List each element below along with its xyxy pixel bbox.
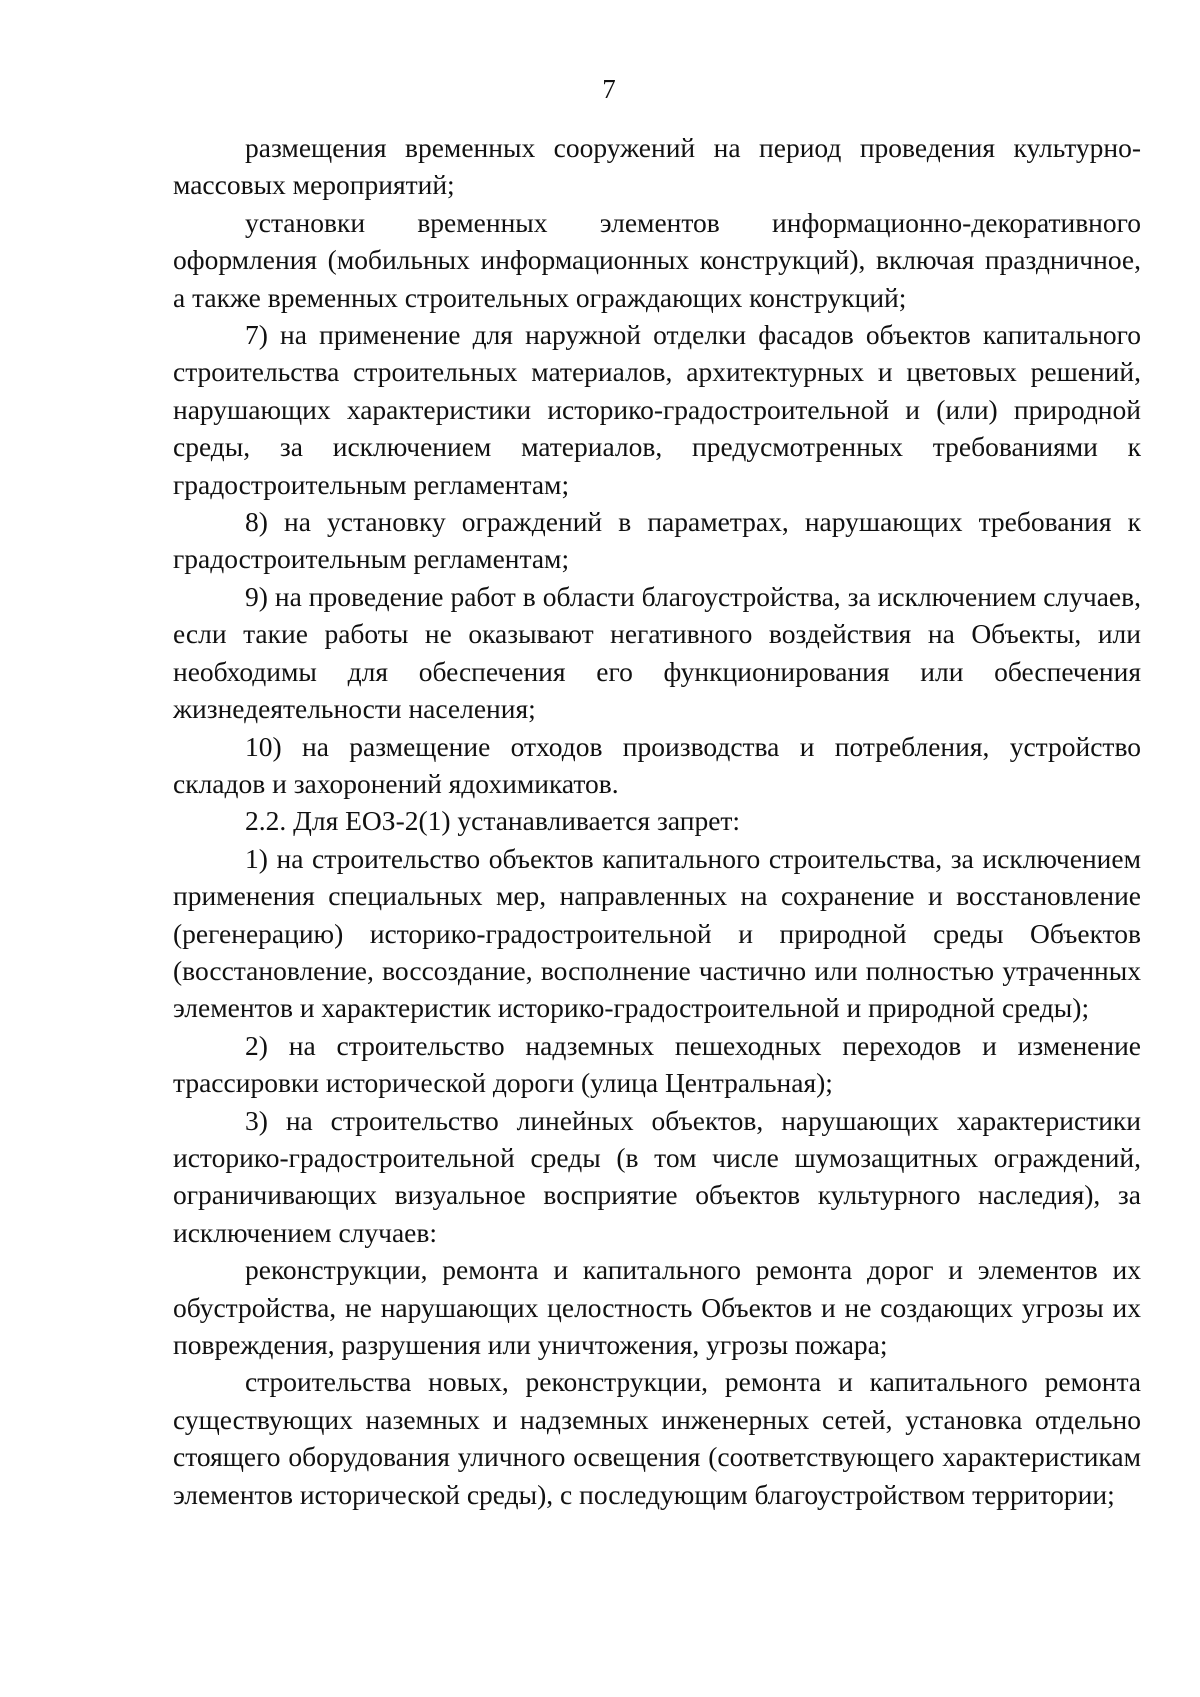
paragraph: 1) на строительство объектов капитального строительства, за исключением применения специальных мер, направленных на сохранение и восстановление (регенерацию) историко-градостроительной и природной среды Объектов (восстановление, воссоздание, восполнение частично или полностью утраченных элементов и характеристик историко-градостроительной и природной среды); bbox=[173, 842, 1141, 1024]
section-heading: 2.2. Для ЕОЗ-2(1) устанавливается запрет: bbox=[245, 805, 741, 837]
paragraph: строительства новых, реконструкции, ремонта и капитального ремонта существующих наземных и надземных инженерных сетей, установка отдельно стоящего оборудования уличного освещения (соответствующего характеристикам элементов исторической среды), с последующим благоустройством территории; bbox=[173, 1366, 1141, 1510]
paragraph: 3) на строительство линейных объектов, нарушающих характеристики историко-градостроительной среды (в том числе шумозащитных ограждений, ограничивающих визуальное восприятие объектов культурного наследия), за исключением случаев: bbox=[173, 1104, 1141, 1248]
paragraph: размещения временных сооружений на период проведения культурно-массовых мероприятий; bbox=[173, 132, 1141, 201]
paragraph: 9) на проведение работ в области благоустройства, за исключением случаев, если такие работы не оказывают негативного воздействия на Объекты, или необходимы для обеспечения его функционирования или обеспечения жизнедеятельности населения; bbox=[173, 580, 1141, 725]
paragraph: 7) на применение для наружной отделки фасадов объектов капитального строительства строительных материалов, архитектурных и цветовых решений, нарушающих характеристики историко-градостроительной и (или) природной среды, за исключением материалов, предусмотренных требованиями к градостроительным регламентам; bbox=[173, 319, 1141, 500]
paragraph: 8) на установку ограждений в параметрах, нарушающих требования к градостроительным регламентам; bbox=[173, 506, 1141, 575]
document-body bbox=[173, 129, 1141, 1513]
paragraph: реконструкции, ремонта и капитального ремонта дорог и элементов их обустройства, не нарушающих целостность Объектов и не создающих угрозы их повреждения, разрушения или уничтожения, угрозы пожара; bbox=[173, 1254, 1141, 1360]
paragraph: установки временных элементов информационно-декоративного оформления (мобильных информационных конструкций), включая праздничное, а также временных строительных ограждающих конструкций; bbox=[173, 206, 1141, 313]
paragraph: 10) на размещение отходов производства и потребления, устройство складов и захоронений ядохимикатов. bbox=[173, 730, 1141, 799]
page-number: 7 bbox=[602, 74, 616, 104]
paragraph: 2) на строительство надземных пешеходных переходов и изменение трассировки исторической дороги (улица Центральная); bbox=[173, 1029, 1141, 1099]
